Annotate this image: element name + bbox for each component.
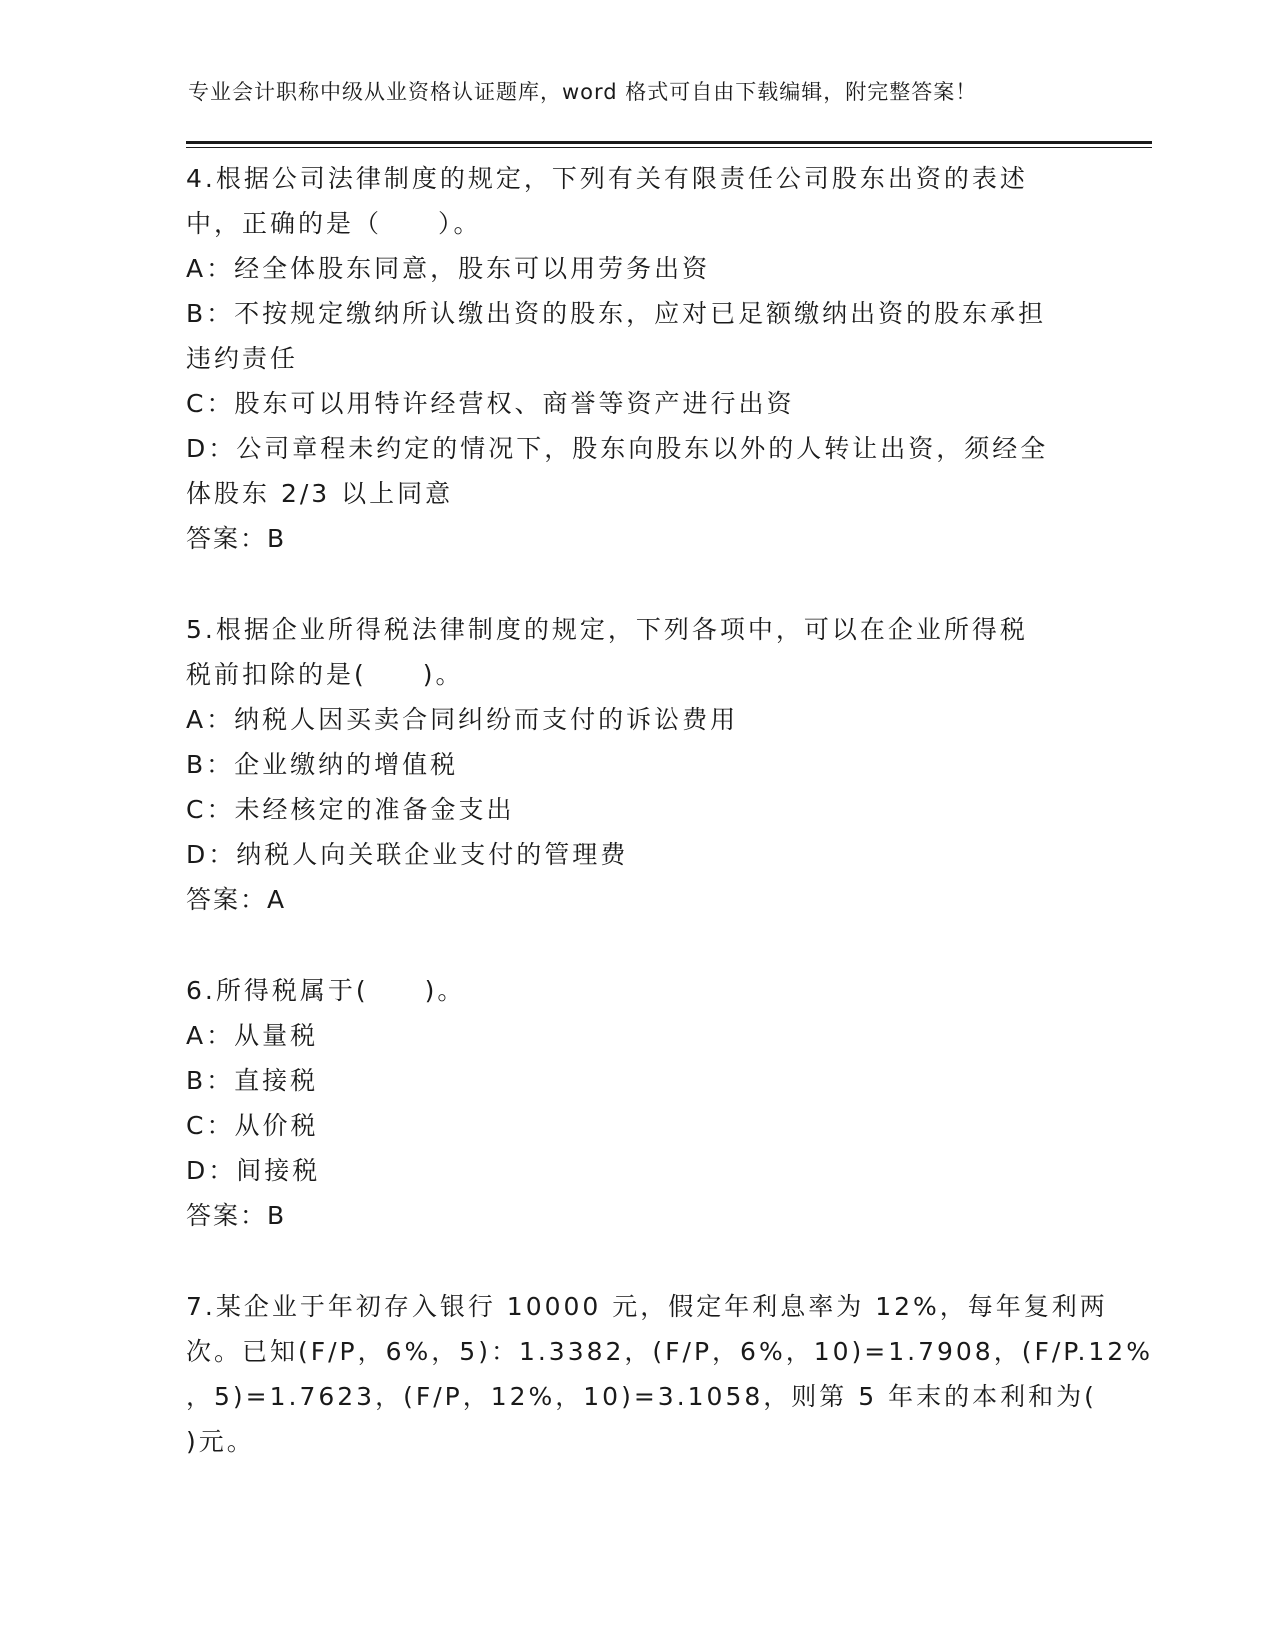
option-c: C：股东可以用特许经营权、商誉等资产进行出资 bbox=[186, 389, 795, 418]
option-b-continued: 违约责任 bbox=[186, 344, 299, 373]
header-divider-thin bbox=[186, 147, 1152, 148]
option-d: D：纳税人向关联企业支付的管理费 bbox=[186, 840, 629, 869]
option-c: C：从价税 bbox=[186, 1111, 319, 1140]
question-stem-line: 6.所得税属于( )。 bbox=[186, 976, 466, 1005]
question-stem-line: 中，正确的是（ ）。 bbox=[186, 209, 482, 238]
option-a: A：经全体股东同意，股东可以用劳务出资 bbox=[186, 254, 711, 283]
answer-label: 答案：A bbox=[186, 885, 287, 914]
option-b: B：不按规定缴纳所认缴出资的股东，应对已足额缴纳出资的股东承担 bbox=[186, 299, 1047, 328]
question-4 bbox=[186, 156, 1086, 561]
option-a: A：纳税人因买卖合同纠纷而支付的诉讼费用 bbox=[186, 705, 739, 734]
question-stem-line: 税前扣除的是( )。 bbox=[186, 660, 464, 689]
option-d: D：间接税 bbox=[186, 1156, 321, 1185]
question-stem-line: 4.根据公司法律制度的规定，下列有关有限责任公司股东出资的表述 bbox=[186, 164, 1028, 193]
question-6 bbox=[186, 968, 1086, 1238]
question-stem-line: )元。 bbox=[186, 1427, 255, 1456]
option-d-continued: 体股东 2/3 以上同意 bbox=[186, 479, 454, 508]
option-a: A：从量税 bbox=[186, 1021, 319, 1050]
question-stem-line: ，5)=1.7623，(F/P，12%，10)=3.1058，则第 5 年末的本利和为( bbox=[186, 1382, 1097, 1411]
question-stem-line: 7.某企业于年初存入银行 10000 元，假定年利息率为 12%，每年复利两 bbox=[186, 1292, 1108, 1321]
option-b: B：直接税 bbox=[186, 1066, 319, 1095]
option-b: B：企业缴纳的增值税 bbox=[186, 750, 459, 779]
question-stem-line: 次。已知(F/P，6%，5)：1.3382，(F/P，6%，10)=1.7908，(F/P.12% bbox=[186, 1337, 1153, 1366]
page-header: 专业会计职称中级从业资格认证题库，word 格式可自由下载编辑，附完整答案！ bbox=[188, 80, 978, 104]
question-list bbox=[186, 156, 1153, 1510]
question-stem-line: 5.根据企业所得税法律制度的规定，下列各项中，可以在企业所得税 bbox=[186, 615, 1028, 644]
question-5 bbox=[186, 607, 1086, 922]
header-divider-thick bbox=[186, 141, 1152, 144]
answer-label: 答案：B bbox=[186, 524, 287, 553]
option-d: D：公司章程未约定的情况下，股东向股东以外的人转让出资，须经全 bbox=[186, 434, 1049, 463]
option-c: C：未经核定的准备金支出 bbox=[186, 795, 515, 824]
answer-label: 答案：B bbox=[186, 1201, 287, 1230]
question-7 bbox=[186, 1284, 1153, 1464]
